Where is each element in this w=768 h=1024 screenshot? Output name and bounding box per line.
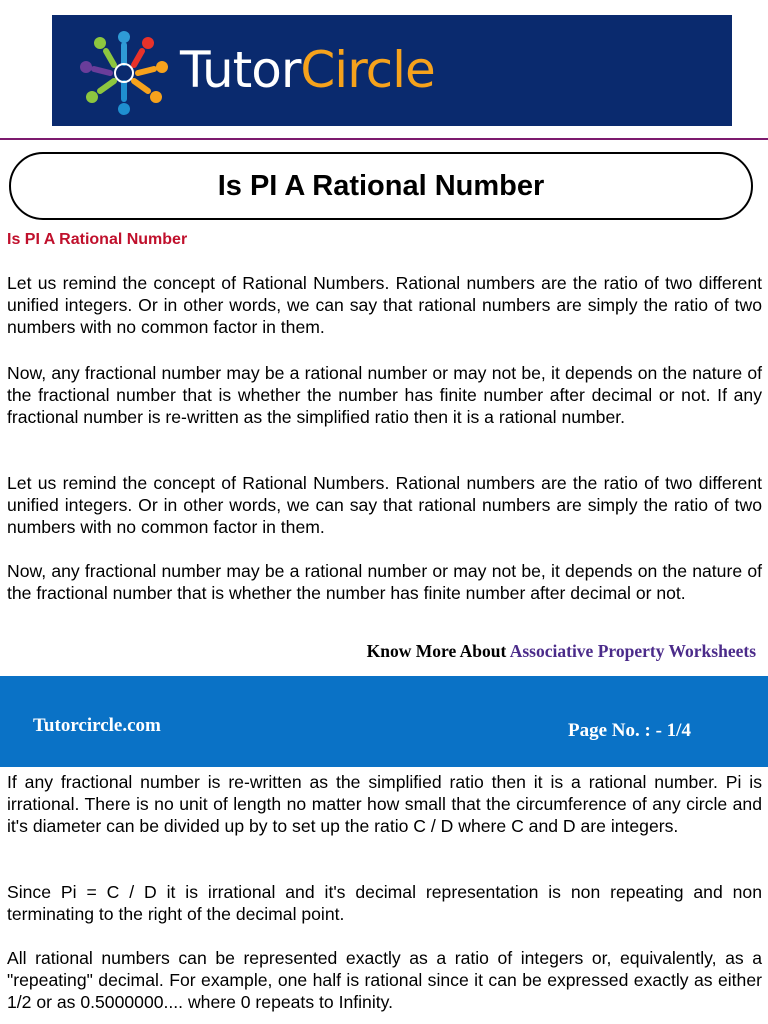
know-more-prefix: Know More About (366, 641, 510, 661)
title-box (9, 152, 753, 220)
associative-property-worksheets-link[interactable]: Associative Property Worksheets (509, 641, 756, 661)
footer-site-name: Tutorcircle.com (33, 715, 161, 736)
brand-name-part2: Circle (300, 41, 435, 99)
brand-logo-text (180, 41, 435, 99)
page-number: Page No. : - 1/4 (568, 720, 691, 741)
people-circle-logo-icon (74, 25, 174, 117)
know-more-line (367, 641, 756, 662)
section-heading: Is PI A Rational Number (7, 231, 188, 248)
paragraph: Let us remind the concept of Rational Numbers. Rational numbers are the ratio of two different unified integers. Or in other words, we can say that rational numbers are simply the ratio of two numbers with no common factor in them. (7, 473, 762, 537)
paragraph: Now, any fractional number may be a rational number or may not be, it depends on the nature of the fractional number that is whether the number has finite number after decimal or not. If any fractional number is re-written as the simplified ratio then it is a rational number. (7, 363, 762, 427)
paragraph: Let us remind the concept of Rational Numbers. Rational numbers are the ratio of two different unified integers. Or in other words, we can say that rational numbers are simply the ratio of two numbers with no common factor in them. (7, 273, 762, 337)
paragraph: Now, any fractional number may be a rational number or may not be, it depends on the nature of the fractional number that is whether the number has finite number after decimal or not. (7, 561, 762, 603)
paragraph: If any fractional number is re-written as the simplified ratio then it is a rational number. Pi is irrational. There is no unit of length no matter how small that the circumference of any circle and it's diameter can be divided up by to set up the ratio C / D where C and D are integers. (7, 772, 762, 836)
paragraph: Since Pi = C / D it is irrational and it's decimal representation is non repeating and non terminating to the right of the decimal point. (7, 882, 762, 924)
header-banner (52, 15, 732, 126)
paragraph: All rational numbers can be represented exactly as a ratio of integers or, equivalently, as a "repeating" decimal. For example, one half is rational since it can be expressed exactly as either 1/2 or as 0.5000000.... where 0 repeats to Infinity. (7, 948, 762, 1012)
header-divider (0, 138, 768, 140)
footer-band (0, 676, 768, 767)
brand-name-part1: Tutor (180, 41, 301, 99)
page-title: Is PI A Rational Number (217, 169, 545, 202)
